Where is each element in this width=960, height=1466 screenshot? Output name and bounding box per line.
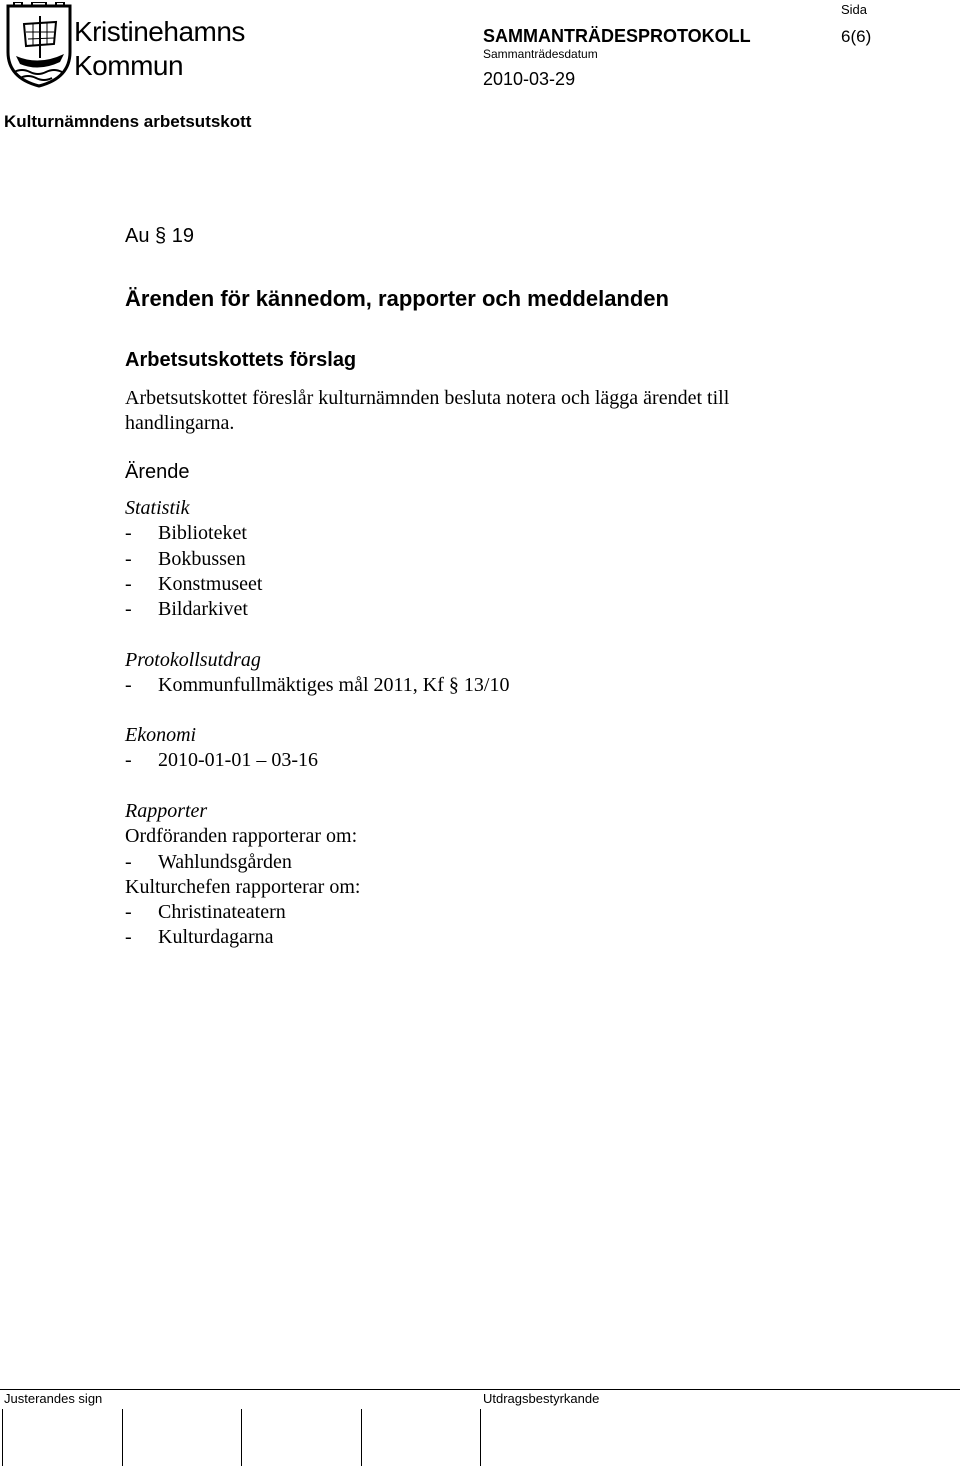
signature-box-divider <box>361 1409 362 1466</box>
signature-label: Justerandes sign <box>4 1391 103 1406</box>
section-statistik <box>125 496 262 622</box>
section-rapporter <box>125 799 360 951</box>
list-bullet: - <box>125 850 132 873</box>
extract-certification-label: Utdragsbestyrkande <box>483 1391 600 1406</box>
list-item-text: Bildarkivet <box>158 598 248 621</box>
list-item <box>125 850 360 875</box>
section-ekonomi <box>125 723 318 774</box>
list-item <box>125 673 509 698</box>
list-item-text: Wahlundsgården <box>158 850 292 873</box>
list-bullet: - <box>125 674 132 697</box>
meeting-date: 2010-03-29 <box>483 69 576 89</box>
signature-box-divider <box>241 1409 242 1466</box>
report-intro-chief: Kulturchefen rapporterar om: <box>125 875 361 898</box>
report-intro-chair: Ordföranden rapporterar om: <box>125 825 358 848</box>
list-bullet: - <box>125 598 132 621</box>
proposal-text: Arbetsutskottet föreslår kulturnämnden besluta notera och lägga ärendet till handlingarna. <box>125 387 730 434</box>
paragraph-number: Au § 19 <box>125 225 194 247</box>
meeting-date-label: Sammanträdesdatum <box>483 47 598 61</box>
section-heading-protokollsutdrag: Protokollsutdrag <box>125 649 261 671</box>
list-item-text: Kulturdagarna <box>158 926 274 949</box>
proposal-heading: Arbetsutskottets förslag <box>125 349 357 371</box>
logo-text-line1: Kristinehamns <box>74 16 245 47</box>
footer-divider <box>0 1389 960 1390</box>
list-bullet: - <box>125 926 132 949</box>
signature-box-divider <box>122 1409 123 1466</box>
list-item-text: Kommunfullmäktiges mål 2011, Kf § 13/10 <box>158 674 510 697</box>
list-item <box>125 572 262 597</box>
list-item <box>125 925 360 950</box>
list-item <box>125 900 360 925</box>
section-protokollsutdrag <box>125 648 509 699</box>
list-item-text: 2010-01-01 – 03-16 <box>158 749 318 772</box>
list-item <box>125 547 262 572</box>
section-heading-rapporter: Rapporter <box>125 800 208 822</box>
list-item-text: Bokbussen <box>158 547 246 570</box>
page-title: Ärenden för kännedom, rapporter och meddelanden <box>125 286 669 311</box>
signature-box-divider <box>480 1409 481 1466</box>
document-type: SAMMANTRÄDESPROTOKOLL <box>483 26 751 46</box>
list-item-text: Konstmuseet <box>158 572 263 595</box>
list-bullet: - <box>125 901 132 924</box>
list-item <box>125 521 262 546</box>
list-item <box>125 597 262 622</box>
committee-name: Kulturnämndens arbetsutskott <box>4 112 252 131</box>
list-item-text: Biblioteket <box>158 522 247 545</box>
list-bullet: - <box>125 749 132 772</box>
matter-heading: Ärende <box>125 461 190 483</box>
list-bullet: - <box>125 572 132 595</box>
section-heading-statistik: Statistik <box>125 497 190 519</box>
list-item <box>125 748 318 773</box>
page-number: 6(6) <box>841 27 872 46</box>
signature-box-divider <box>2 1409 3 1466</box>
page-label: Sida <box>841 2 868 17</box>
list-bullet: - <box>125 547 132 570</box>
list-bullet: - <box>125 522 132 545</box>
municipality-logo <box>4 2 254 88</box>
logo-text-line2: Kommun <box>74 50 184 81</box>
list-item-text: Christinateatern <box>158 901 286 924</box>
section-heading-ekonomi: Ekonomi <box>125 724 197 746</box>
